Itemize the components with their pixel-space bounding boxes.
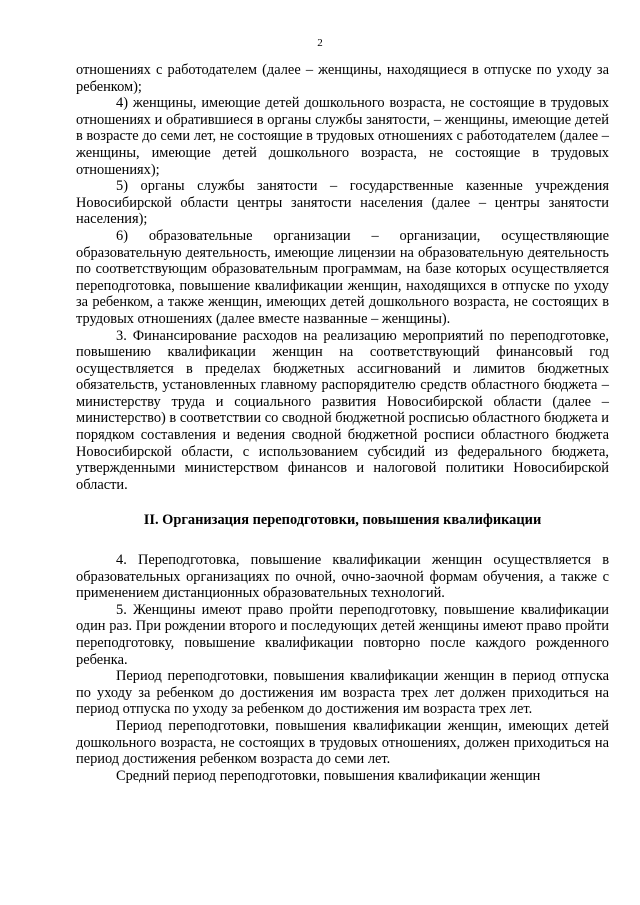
paragraph-period-preschool: Период переподготовки, повышения квалификации женщин, имеющих детей дошкольного возраста, не состоящих в трудовых отношениях, должен приходиться на период достижения ребенком возраста до семи лет. bbox=[76, 717, 609, 768]
section-heading: II. Организация переподготовки, повышения квалификации bbox=[143, 512, 542, 529]
paragraph-item-6: 6) образовательные организации – организации, осуществляющие образовательную деятельность, имеющие лицензии на образовательную деятельность по соответствующим образовательным программам, на базе которых осуществляется переподготовка, повышение квалификации женщин, находящихся в отпуске по уходу за ребенком, а также женщин, имеющих детей дошкольного возраста, не состоящих в трудовых отношениях (далее вместе названные – женщины). bbox=[76, 227, 609, 327]
paragraph-period-leave: Период переподготовки, повышения квалификации женщин в период отпуска по уходу за ребенком до достижения им возраста трех лет должен приходиться на период отпуска по уходу за ребенком до достижения им возраста трех лет. bbox=[76, 668, 609, 718]
paragraph-average-period: Средний период переподготовки, повышения квалификации женщин bbox=[116, 767, 541, 784]
paragraph-clause-5: 5. Женщины имеют право пройти переподготовку, повышение квалификации один раз. При рождении второго и последующих детей женщины имеют право пройти переподготовку, повышение квалификации повторно после каждого рожденного ребенка. bbox=[76, 601, 609, 668]
paragraph-item-5: 5) органы службы занятости – государственные казенные учреждения Новосибирской области центры занятости населения (далее – центры занятости населения); bbox=[76, 178, 609, 228]
paragraph-clause-3: 3. Финансирование расходов на реализацию мероприятий по переподготовке, повышению квалификации женщин на соответствующий финансовый год осуществляется в пределах бюджетных ассигнований и лимитов бюджетных обязательств, установленных главному распорядителю средств областного бюджета – министерству труда и социального развития Новосибирской области (далее – министерство) в соответствии со сводной бюджетной росписью областного бюджета и порядком составления и ведения сводной бюджетной росписи областного бюджета Новосибирской области, с использованием субсидий из федерального бюджета, утвержденными министерством финансов и налоговой политики Новосибирской области. bbox=[76, 327, 610, 493]
page-number: 2 bbox=[317, 37, 323, 49]
paragraph-clause-4: 4. Переподготовка, повышение квалификации женщин осуществляется в образовательных организациях по очной, очно-заочной формам обучения, а также с применением дистанционных образовательных технологий. bbox=[76, 552, 609, 602]
paragraph-item-4: 4) женщины, имеющие детей дошкольного возраста, не состоящие в трудовых отношениях и обратившиеся в органы службы занятости, – женщины, имеющие детей в возрасте до семи лет, не состоящие в трудовых отношениях с работодателем (далее – женщины, имеющие детей дошкольного возраста, не состоящие в трудовых отношениях); bbox=[76, 95, 609, 178]
document-body bbox=[76, 62, 609, 784]
paragraph-continuation: отношениях с работодателем (далее – женщины, находящиеся в отпуске по уходу за ребенком); bbox=[76, 62, 609, 95]
